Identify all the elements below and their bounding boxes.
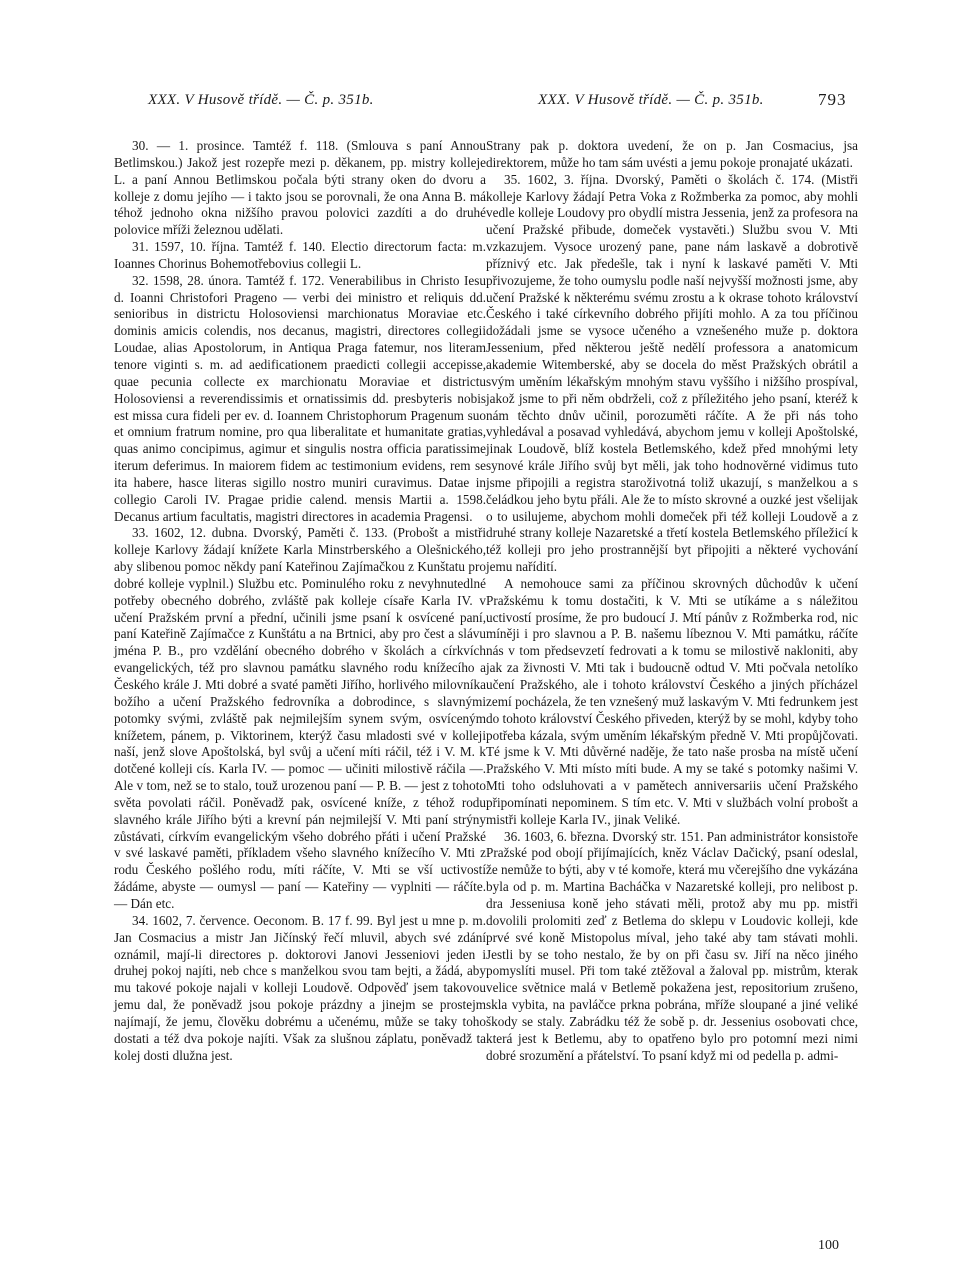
entry-35: 35. 1602, 3. října. Dvorský, Paměti o školách č. 174. (Mistři kolleje Karlovy žádají Petra Voka z Rožmberka za pomoc, aby mohli vedle kolleje Loudovy pro obydlí mistra Jessenia, jenž za profesora na učení Pražské přibude, domeček vystavěti.) Službu svou V. Mti vzkazujem. Vysoce urozený pane, pane nám laskavě a dobrotivě příznivý etc. Jak předešle, tak i nyní k laskavé paměti V. Mti přivozujeme, že toho oumyslu podle naší nejvyšší možnosti jsme, aby učení Pražské k některému svému zrostu a k okrase tohoto království Českého i také církevního dobrého přijíti mohlo. A za tou příčinou dožádali jsme se vysoce učeného a vznešeného muže p. doktora Jessenium, před některou ještě nedělí professora a anatomicum akademie Witemberské, aby se docela do měst Pražských obrátil a svým uměním lékařským mnohým stavu vyššího i nižšího prospíval, jakož jsme to při něm obdrželi, což z příležitého jeho psaní, kteréž k nám těchto dnův učinil, porozuměti ráčíte. A že při nás toho vyhledával a posavad vyhledává, abychom jemu v kolleji Apoštolské, jinak Loudově, blíž kostela Betlemského, kdež před mnohými lety synové krále Jiřího svůj byt měli, jak toho hodnověrné vidimus tuto jsme připojili a registra staroživotná toliž ukazují, s manželkou a s čeládkou jeho bytu přáli. Ale že to místo skrovné a ouzké jest všelijak o to usilujeme, abychom mohli domeček při též kolleji Loudově a z druhé strany kolleje Nazaretské a třetí kostela Betlemského příležicí k též kolleji pro jeho prostrannější byt připojiti a některé vychování jemu nařídití. xyxy=(486,171,858,575)
entry-36: 36. 1603, 6. března. Dvorský str. 151. Pan administrátor konsistoře Pražské pod obojí přijímajících, kněz Václav Dačický, psaní odeslal, že nemůže to býti, aby v té komoře, která mu včerejšího dne vykázána byla od p. m. Martina Bacháčka v Nazaretské kolleji, pro nelibost p. dra Jesseniusa koně jeho stávati měli, protož aby mu pp. mistři dovolili prolomiti zeď z Betlema do sklepu v Loudovic kolleji, kde prvé své koně Mistopolus míval, jeho také aby tam stávati mohli. Jestli by se toho nestalo, že by on při času sv. Jiří na něco jiného pomyslíti musel. Při tom také ztěžoval a žaloval pp. mistrům, kterak velice světnice malá v Betlemě pokažena jest, repositorium zrušeno, skla vybita, na pavláčce prkna pobrána, mříže sloupané a jiné veliké škody se staly. Zabrádku též že sobě p. dr. Jessenius osobovati chce, která jest k Betlemu, aby to opatřeno bylo pro potomní mezi nimi dobré srozumění a přátelství. To psaní když mi od pedella p. admi- xyxy=(486,828,858,1063)
entry-33: 33. 1602, 12. dubna. Dvorský, Paměti č. 133. (Probošt a mistři kolleje Karlovy žádají knížete Karla Minstrberského a Olešnického, aby slibenou pomoc někdy paní Kateřinou Zajímačkou z Kunštatu pro dobré kolleje vyplnil.) Službu etc. Pominulého roku z nevyhnutedlné potřeby obecného dobrého, zvláště pak kolleje císaře Karla IV. v učení Pražském první a přední, učinili jsme psaní k osvícené paní, paní Kateřině Zajímačce z Kunštátu a na Brtnici, aby pro čest a slávu jména P. B., pro vzdělání obecného dobrého v školách a církvích evangelických, též pro slavnou památku slavného rodu knížecího a Českého krále J. Mti dobré a svaté paměti Jiřího, horlivého milovníka božího a učení Pražského fedrovníka a dobrodince, s slavnými potomky svými, zvláště pak nejmilejším synem svým, osvíceným knížetem, pánem, p. Viktorinem, kterýž času mladosti své v kolleji naší, jenž slove Apoštolská, byl svůj a učení míti ráčil, též i V. M. k dotčené kolleji cís. Karla IV. — pomoc — učiniti milostivě ráčila —. Ale v tom, než se to stalo, touž urozenou paní — P. B. — jest z tohoto světa povolati ráčil. Poněvadž pak, osvícené kníže, z téhož rodu slavného krále Jiřího býti a krevní pán nejmilejší V. Mti paní strýny zůstávati, církvím evangelickým všeho dobrého přáti i učení Pražské v své laskavé paměti, příkladem všeho slavného knížecího V. Mti z rodu Českého pošlého rodu, míti ráčíte, V. Mti se vší uctivostí žádáme, abyste — oumysl — paní — Kateřiny — vyplniti — ráčíte. — Dán etc. xyxy=(114,525,486,911)
running-header-right: XXX. V Husově třídě. — Č. p. 351b. xyxy=(538,92,764,108)
right-column xyxy=(486,138,858,1064)
entry-31: 31. 1597, 10. října. Tamtéž f. 140. Electio directorum facta: m. Ioannes Chorinus Bohemotřebovius collegii L. xyxy=(114,239,486,271)
entry-30: 30. — 1. prosince. Tamtéž f. 118. (Smlouva s paní Annou Betlimskou.) Jakož jest rozepře mezi p. děkanem, pp. mistry kolleje L. a paní Annou Betlimskou počala býti strany oken do dvoru a kolleje z domu jejího — i takto jsou se porovnali, že ona Anna B. má téhož jednoho okna nižšího pravou polovici zazdíti a do druhé polovice mříži železnou udělati. xyxy=(114,138,486,238)
running-header-left: XXX. V Husově třídě. — Č. p. 351b. xyxy=(148,92,374,108)
left-column xyxy=(114,138,486,1064)
page-number: 793 xyxy=(818,90,847,109)
signature-mark: 100 xyxy=(818,1238,839,1253)
entry-32: 32. 1598, 28. února. Tamtéž f. 172. Venerabilibus in Christo Iesu d. Ioanni Christofori Prageno — verbi dei ministro et reliquis dd. senioribus in districtu Holosoviensi marchionatus Moraviae etc. dominis amicis colendis, nos decanus, magistri, directores collegii Loudae, alias Apostolorum, in Antiqua Praga fatemur, nos literam tenore viginti s. m. ad aedificationem praedicti collegii accepisse, quae pecunia collecte ex marchionatu Moraviae et districtu Holosoviensi a reverendissimis et ornatissimis dd. presbyteris nobis est missa cura fideli per ev. d. Ioannem Christophorum Pragenum suo et omnium fratrum nomine, pro qua liberalitate et humanitate gratias, quas animo concipimus, agimur et singulis nostra officia paratissime iterum deferimus. In maiorem fidem ac testimonium evidens, rem se ita habere, hasce literas sigillo nostro muniri curavimus. Datae in collegio Caroli IV. Pragae pridie calend. mensis Martii a. 1598. Decanus artium facultatis, magistri directores in academia Pragensi. xyxy=(114,272,486,524)
entry-34: 34. 1602, 7. července. Oeconom. B. 17 f. 99. Byl jest u mne p. m. Jan Cosmacius a mistr Jan Jičínský řečí mluvil, abych své zdání oznámil, mají-li directores p. doktorovi Janovi Jesseniovi jeden i druhej pokoj najíti, neb chce s manželkou svou tam bejti, a žádá, aby mu takové pokoje najali v kolleji Loudově. Odpověď jsem takovou jemu dal, že poněvadž jsou pokoje prázdny a jinejm se prostejm najímají, že jemu, člověku dobrému a učenému, může se taky toho dostati a též dva pokoje najíti. Však za slušnou záplatu, poněvadž ta kolej dosti dlužna jest. xyxy=(114,912,486,1063)
entry-35-second-paragraph: A nemohouce sami za příčinou skrovných důchodův k učení Pražskému k tomu dostačiti, k V. Mti se utíkáme a s náležitou uctivostí prosíme, že pro budoucí J. Mtí pánův z Rožmberka rod, nic míněji i pro slavnou a P. B. našemu líbeznou V. Mti památku, ráčíte nás v tom předsevzetí fedrovati a k tomu se milostivě nakloniti, aby jak za živnosti V. Mti tak i budoucně odtud V. Mti počvala netolíko učení Pražského, ale i tohoto království Českého a jiných přícházel zemí pocházela, že ten vznešený muž laskavým V. Mti fedrunkem jest do tohoto království Českého přiveden, kterýž by se mohl, kdyby toho potřeba kázala, svým uměním lékařským předně V. Mti propůjčovati. Té jsme k V. Mti důvěrné naděje, že tato naše prosba na místě učení Pražského V. Mti místo míti bude. A my se také s potomky našimi V. Mti toho odsluhovati a v pamětech anniversariis učení Pražského připomínati nepominem. S tím etc. V. Mti v službách volní probošt a mistři kolleje Karla IV., jinak Veliké. xyxy=(486,575,858,827)
entry-34-continued: Strany pak p. doktora uvedení, že on p. Jan Cosmacius, jsa direktorem, může ho tam sám uvésti a jemu pokoje pronajaté ukázati. xyxy=(486,138,858,170)
